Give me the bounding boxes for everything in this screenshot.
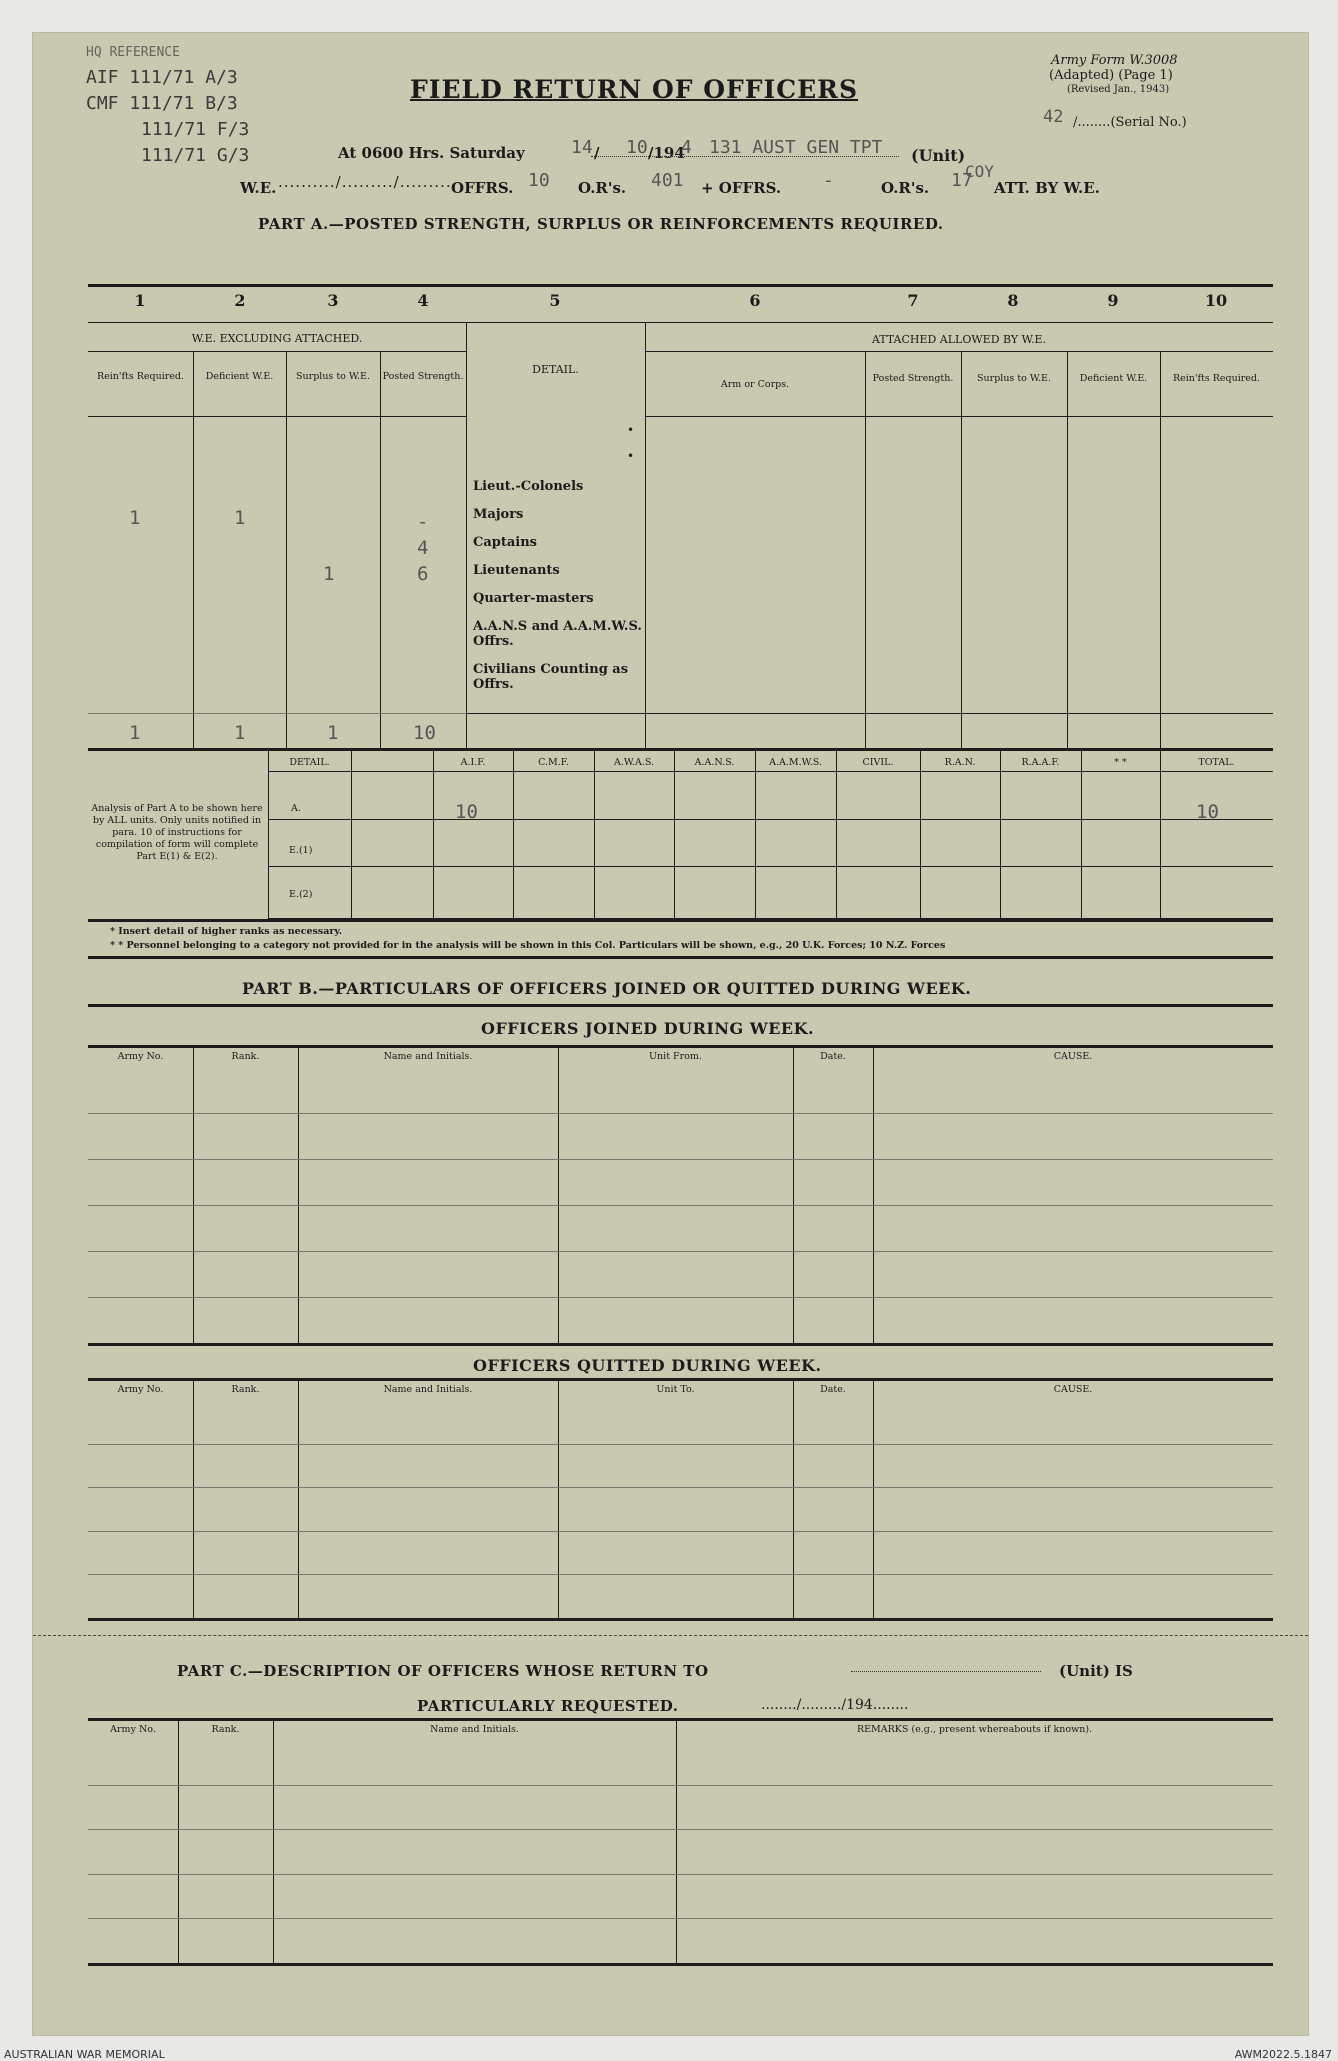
- total-c4: 10: [413, 722, 436, 744]
- quitted-rule: [88, 1574, 1273, 1575]
- ors-label: O.R's.: [578, 179, 627, 197]
- rank-majors: Majors: [473, 507, 524, 522]
- joined-header-5: CAUSE.: [1053, 1051, 1093, 1062]
- part-c-header-3: REMARKS (e.g., present whereabouts if known).: [856, 1724, 1093, 1735]
- joined-header-2: Name and Initials.: [383, 1051, 473, 1062]
- analysis-aif-a: 10: [455, 801, 478, 823]
- detail-header: DETAIL.: [532, 363, 579, 376]
- rank-quartermasters: Quarter-masters: [473, 591, 594, 606]
- analysis-divider: [1081, 748, 1082, 918]
- joined-divider: [193, 1045, 194, 1343]
- serial-label: /........(Serial No.): [1073, 115, 1187, 130]
- joined-rule: [88, 1297, 1273, 1298]
- form-ref-3: (Revised Jan., 1943): [1067, 84, 1170, 95]
- analysis-header-6: A.A.M.W.S.: [769, 757, 822, 768]
- joined-rule: [88, 1159, 1273, 1160]
- header-posted: Posted Strength.: [382, 371, 464, 382]
- header-deficient-r: Deficient W.E.: [1079, 373, 1148, 384]
- analysis-divider: [1160, 748, 1161, 918]
- column-number-3: 3: [327, 291, 339, 310]
- analysis-header-7: CIVIL.: [862, 757, 894, 768]
- analysis-header-9: R.A.A.F.: [1021, 757, 1060, 768]
- analysis-header-5: A.A.N.S.: [694, 757, 735, 768]
- form-ref-2: (Adapted) (Page 1): [1049, 68, 1173, 83]
- part-b-heading: PART B.—PARTICULARS OF OFFICERS JOINED OR QUITTED DURING WEEK.: [242, 979, 972, 998]
- quitted-rule: [88, 1444, 1273, 1445]
- rank-lieut-colonels: Lieut.-Colonels: [473, 479, 584, 494]
- analysis-divider: [836, 748, 837, 918]
- quitted-header-0: Army No.: [117, 1384, 164, 1395]
- analysis-divider: [513, 748, 514, 918]
- quitted-header-5: CAUSE.: [1053, 1384, 1093, 1395]
- quitted-rule: [88, 1531, 1273, 1532]
- header-reinfts: Rein'fts Required.: [96, 371, 185, 382]
- analysis-header-10: * *: [1114, 757, 1127, 768]
- value-c4-lieut: 6: [417, 563, 429, 585]
- quitted-divider: [298, 1378, 299, 1618]
- stamp-line-4: 111/71 G/3: [141, 145, 250, 166]
- part-c-date-suffix: /194: [841, 1697, 873, 1713]
- quitted-heading: OFFICERS QUITTED DURING WEEK.: [473, 1356, 822, 1375]
- value-c2: 1: [234, 507, 246, 529]
- analysis-header-0: DETAIL.: [289, 757, 330, 768]
- column-number-10: 10: [1204, 291, 1228, 310]
- stamp-line-0: HQ REFERENCE: [86, 45, 180, 60]
- analysis-divider: [755, 748, 756, 918]
- joined-divider: [558, 1045, 559, 1343]
- analysis-row-e2: E.(2): [289, 889, 313, 900]
- header-deficient: Deficient W.E.: [205, 371, 274, 382]
- analysis-divider: [674, 748, 675, 918]
- quitted-header-3: Unit To.: [656, 1384, 695, 1395]
- total-c1: 1: [129, 722, 141, 744]
- stamp-line-3: 111/71 F/3: [141, 119, 250, 140]
- joined-divider: [793, 1045, 794, 1343]
- part-c-rule: [88, 1918, 1273, 1919]
- part-c-rule: [88, 1785, 1273, 1786]
- credit-left: AUSTRALIAN WAR MEMORIAL: [4, 2048, 165, 2061]
- form-sheet: HQ REFERENCE AIF 111/71 A/3 CMF 111/71 B/3 111/71 F/3 111/71 G/3 FIELD RETURN OF OFFICERS Army Form W.3008 (Adapted) (Page 1) (Revised Jan., 1943) 42 /........(Serial No.) At 0600 Hrs. Saturday 14 / 10 /194 4 131 AUST GEN TPT (Unit) COY W.E. ........../........./......... OFFRS. 10 O.R's. 401 + OFFRS. - O.R's. 17 ATT. BY W.E. PART A.—POSTED STRENGTH, SURPLUS OR REINFORCEMENTS REQUIRED. W.E. EXCLUDING ATTACHED. ATTACHED ALLOWED BY W.E. DETAIL. Rein'fts Required. Deficient W.E. Surplus to W.E. Posted Strength. Arm or Corps. Posted Strength. Surplus to W.E. Deficient W.E. Rein'fts Required. • • Lieut.-Colonels Majors Captains Lieutenants Quarter-masters A.A.N.S and A.A.M.W.S. Offrs. Civilians Counting as Offrs. 1 1 - 4 1 6 1 1 1 10 Analysis of Part A to be shown here by ALL units. Only units notified in para. 10 of instructions for compilation of form will complete Part E(1) & E(2). A. E.(1) E.(2) 10 10 * Insert detail of higher ranks as necessary. * * Personnel belonging to a category not provided for in the analysis will be shown in this Col. Particulars will be shown, e.g., 20 U.K. Forces; 10 N.Z. Forces PART B.—PARTICULARS OF OFFICERS JOINED OR QUITTED DURING WEEK. OFFICERS JOINED DURING WEEK. OFFICERS QUITTED DURING WEEK. PART C.—DESCRIPTION OF OFFICERS WHOSE RETURN TO (Unit) IS PARTICULARLY REQUESTED. ......../........./194........ 1 2 3 4 5 6 7 8 9 10 DETAIL. A.I.F. C.M.F. A.W.A.S. A.A.N.S. A.A.M.W.S. CIVIL. R.A.N. R.A.A.F. * * TOTAL. Army No. Rank. Name and Initials. Unit From. Date. CAUSE. Army No. Rank. Name and Initials. Unit To. Date. CAUSE. Army No. Rank. Name and Initials. REMARKS (e.g., present whereabouts if known).: [33, 33, 1308, 2035]
- value-c4-captains: 4: [417, 537, 429, 559]
- unit-value-2: COY: [965, 162, 994, 181]
- footnote-2: * * Personnel belonging to a category not provided for in the analysis will be shown in this Col. Particulars will be shown, e.g., 20 U.K. Forces; 10 N.Z. Forces: [110, 940, 946, 951]
- analysis-header-8: R.A.N.: [944, 757, 976, 768]
- quitted-divider: [193, 1378, 194, 1618]
- analysis-note: Analysis of Part A to be shown here by ALL units. Only units notified in para. 10 of instructions for compilation of form will complete Part E(1) & E(2).: [91, 803, 263, 862]
- header-reinfts-r: Rein'fts Required.: [1172, 373, 1261, 384]
- offrs-value: 10: [528, 170, 550, 191]
- header-posted-r: Posted Strength.: [872, 373, 954, 384]
- offrs-label: OFFRS.: [451, 179, 514, 197]
- unit-value: 131 AUST GEN TPT: [709, 137, 883, 158]
- part-c-rule: [88, 1874, 1273, 1875]
- value-c4-majors: -: [417, 511, 429, 533]
- we-label: W.E.: [240, 179, 277, 197]
- joined-heading: OFFICERS JOINED DURING WEEK.: [481, 1019, 815, 1038]
- analysis-divider: [351, 748, 352, 918]
- date-year-digit: 4: [681, 137, 692, 158]
- part-c-divider: [676, 1718, 677, 1963]
- quitted-header-2: Name and Initials.: [383, 1384, 473, 1395]
- quitted-rule: [88, 1487, 1273, 1488]
- joined-rule: [88, 1113, 1273, 1114]
- footnote-1: * Insert detail of higher ranks as necessary.: [110, 926, 343, 937]
- header-surplus: Surplus to W.E.: [296, 371, 370, 382]
- analysis-divider: [594, 748, 595, 918]
- att-by-we-label: ATT. BY W.E.: [994, 179, 1100, 197]
- analysis-header-3: C.M.F.: [538, 757, 569, 768]
- part-c-heading-2: PARTICULARLY REQUESTED.: [417, 1697, 679, 1715]
- quitted-divider: [558, 1378, 559, 1618]
- date-year-prefix: 194: [653, 144, 685, 162]
- part-c-header-1: Rank.: [211, 1724, 240, 1735]
- plus-ors-label: O.R's.: [881, 179, 930, 197]
- joined-rule: [88, 1205, 1273, 1206]
- form-title: FIELD RETURN OF OFFICERS: [410, 75, 859, 104]
- column-number-8: 8: [1007, 291, 1019, 310]
- quitted-divider: [793, 1378, 794, 1618]
- part-a-heading: PART A.—POSTED STRENGTH, SURPLUS OR REINFORCEMENTS REQUIRED.: [258, 215, 944, 233]
- ors-value: 401: [651, 170, 684, 191]
- analysis-row-e1: E.(1): [289, 845, 313, 856]
- plus-offrs-label: + OFFRS.: [701, 179, 782, 197]
- quitted-divider: [873, 1378, 874, 1618]
- joined-rule: [88, 1251, 1273, 1252]
- header-surplus-r: Surplus to W.E.: [977, 373, 1051, 384]
- column-number-6: 6: [749, 291, 761, 310]
- part-c-divider: [273, 1718, 274, 1963]
- at-hrs-label: At 0600 Hrs. Saturday: [338, 144, 525, 162]
- total-c3: 1: [327, 722, 339, 744]
- column-number-9: 9: [1107, 291, 1119, 310]
- column-number-7: 7: [907, 291, 919, 310]
- part-c-unit-is: (Unit) IS: [1059, 1662, 1133, 1680]
- part-c-divider: [178, 1718, 179, 1963]
- header-arm-corps: Arm or Corps.: [720, 379, 790, 390]
- joined-header-1: Rank.: [231, 1051, 260, 1062]
- serial-number: 42: [1043, 107, 1064, 127]
- value-c1: 1: [129, 507, 141, 529]
- analysis-divider: [920, 748, 921, 918]
- total-c2: 1: [234, 722, 246, 744]
- part-c-header-0: Army No.: [110, 1724, 156, 1735]
- analysis-header-4: A.W.A.S.: [613, 757, 655, 768]
- rank-lieutenants: Lieutenants: [473, 563, 560, 578]
- stamp-line-2: CMF 111/71 B/3: [86, 93, 238, 114]
- column-number-1: 1: [134, 291, 146, 310]
- analysis-divider: [433, 748, 434, 918]
- joined-header-4: Date.: [820, 1051, 846, 1062]
- analysis-header-11: TOTAL.: [1198, 757, 1235, 768]
- analysis-header-2: A.I.F.: [460, 757, 486, 768]
- column-number-2: 2: [234, 291, 246, 310]
- part-c-heading-1: PART C.—DESCRIPTION OF OFFICERS WHOSE RETURN TO: [177, 1662, 709, 1680]
- joined-header-3: Unit From.: [649, 1051, 702, 1062]
- joined-divider: [298, 1045, 299, 1343]
- joined-divider: [873, 1045, 874, 1343]
- we-excluding-header: W.E. EXCLUDING ATTACHED.: [191, 332, 363, 345]
- plus-offrs-value: -: [823, 170, 834, 191]
- rank-captains: Captains: [473, 535, 537, 550]
- stamp-line-1: AIF 111/71 A/3: [86, 67, 238, 88]
- quitted-header-1: Rank.: [231, 1384, 260, 1395]
- date-month: 10: [626, 137, 648, 158]
- part-c-rule: [88, 1829, 1273, 1830]
- part-c-header-2: Name and Initials.: [430, 1724, 519, 1735]
- attached-allowed-header: ATTACHED ALLOWED BY W.E.: [871, 333, 1047, 346]
- form-ref-1: Army Form W.3008: [1051, 53, 1178, 68]
- credit-right: AWM2022.5.1847: [1234, 2048, 1332, 2061]
- column-number-5: 5: [549, 291, 561, 310]
- joined-header-0: Army No.: [117, 1051, 164, 1062]
- quitted-header-4: Date.: [820, 1384, 846, 1395]
- analysis-row-a: A.: [291, 803, 301, 814]
- value-c3-lieut: 1: [323, 563, 335, 585]
- rank-civilians: Civilians Counting as Offrs.: [473, 662, 629, 692]
- date-day: 14: [571, 137, 593, 158]
- rank-aans: A.A.N.S and A.A.M.W.S. Offrs.: [473, 619, 642, 649]
- column-number-4: 4: [417, 291, 429, 310]
- analysis-divider: [1000, 748, 1001, 918]
- unit-label: (Unit): [911, 146, 966, 165]
- plus-ors-value: 17: [951, 170, 973, 191]
- analysis-total-a: 10: [1196, 801, 1219, 823]
